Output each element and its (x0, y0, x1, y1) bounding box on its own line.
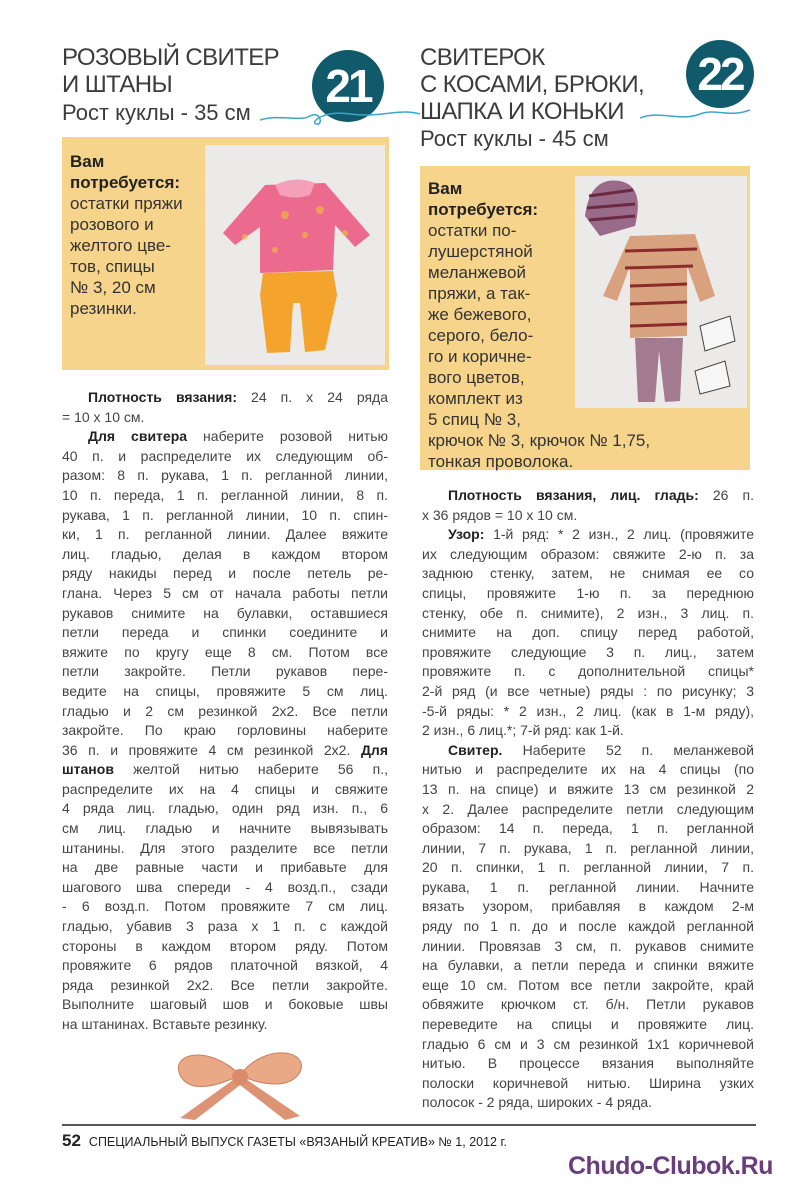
text-line (62, 976, 388, 996)
text-run: распределите их на 4 спицы и свяжите (62, 780, 388, 797)
materials-line: меланжевой (428, 263, 526, 282)
text-run: полоски коричневой нитью. Ширина узких (422, 1074, 754, 1091)
bold-term: Плотность вязания: (88, 389, 237, 405)
text-run: желтой нитью наберите 56 п., (113, 761, 388, 778)
text-line (62, 643, 388, 663)
text-line (422, 780, 754, 800)
text-line (422, 937, 754, 957)
materials-line: крючок № 3, крючок № 1,75, (428, 431, 651, 450)
materials-list (428, 178, 650, 472)
text-line (62, 427, 388, 447)
text-line (422, 741, 754, 761)
text-line (62, 682, 388, 702)
text-line (422, 604, 754, 624)
text-run: переведите на спицы и провяжите лиц. (422, 1016, 754, 1033)
thread-decoration (640, 102, 750, 126)
text-line (422, 839, 754, 859)
text-line (62, 917, 388, 937)
text-line (62, 780, 388, 800)
materials-line: тов, спицы (70, 257, 155, 276)
text-run: гладью и 2 см резинкой 2х2. Все петли (62, 702, 388, 719)
text-run: 10 п. переда, 1 п. регланной линии, 8 п. (62, 486, 388, 503)
footer-divider (62, 1124, 756, 1126)
materials-line: пряжи, а так- (428, 284, 531, 303)
text-line (422, 564, 754, 584)
text-line (422, 995, 754, 1015)
text-run: ряду накиды перед и после петель ре- (62, 565, 388, 582)
text-run: петли переда и спинки соедините и (62, 624, 388, 641)
text-line (422, 662, 754, 682)
title-line: ШАПКА И КОНЬКИ (420, 98, 624, 125)
materials-line: № 3, 20 см (70, 278, 156, 297)
text-line (422, 584, 754, 604)
text-run: закройте. По краю горловины наберите (62, 722, 388, 739)
text-line (62, 878, 388, 898)
product-photo-pink-sweater (205, 145, 385, 365)
text-run: 13 п. на спице) и вяжите 13 см резинкой 2 (422, 780, 754, 797)
title-line: И ШТАНЫ (62, 71, 173, 98)
text-run: х 2. Далее распределите петли следующим (422, 800, 754, 817)
text-run: на две равные части и прибавьте для (62, 859, 388, 876)
text-run: 2 изн., 6 лиц.*; 7-й ряд: как 1-й. (422, 722, 624, 739)
text-line (422, 917, 754, 937)
text-line (422, 819, 754, 839)
text-line (422, 956, 754, 976)
text-run: 20 п. спинки, 1 п. регланной линии, 7 п. (422, 859, 754, 876)
text-run: штанины. Для этого разделите все петли (62, 839, 388, 856)
watermark: Chudo-Clubok.Ru (568, 1152, 773, 1180)
text-line (62, 604, 388, 624)
text-run: провяжите п. с дополнительной спицы* (422, 663, 754, 680)
materials-line: же бежевого, (428, 305, 532, 324)
text-run: их следующим образом: свяжите 2-ю п. за (422, 545, 754, 562)
text-run: нитью и распределите их на 4 спицы (по (422, 761, 754, 778)
text-run: разом: 8 п. рукава, 1 п. регланной линии, (62, 467, 388, 484)
text-run: ки, 1 п. регланной линии. Далее вяжите (62, 526, 388, 543)
text-run: спицы, провяжите 1-ю п. за переднюю (422, 584, 754, 601)
text-run: стороны в каждом втором ряду. Потом (62, 937, 388, 954)
text-run: ведите на спицы, провяжите 5 см лиц. (62, 682, 388, 699)
text-line (62, 584, 388, 604)
text-line (422, 623, 754, 643)
text-run: линии, 7 п. рукава, 1 п. регланной линии, (422, 839, 754, 856)
materials-heading: потребуется: (70, 173, 181, 192)
text-run: 40 п. и распределите их следующим об- (62, 447, 388, 464)
text-run: полосок - 2 ряда, широких - 4 ряда. (422, 1094, 653, 1111)
text-line (422, 800, 754, 820)
text-run: шагового шва спереди - 4 возд.п., сзади (62, 878, 388, 895)
doll-height: Рост куклы - 45 см (420, 126, 609, 151)
text-run: лиц. гладью, делая в каждом втором (62, 545, 388, 562)
text-run: рукава, 1 п. регланной линии, 10 п. спин- (62, 506, 388, 523)
text-line (422, 702, 754, 722)
page-footer (62, 1131, 507, 1151)
text-run: гладью, убавив 3 раза х 1 п. с каждой (62, 918, 388, 935)
text-run: 4 ряда лиц. гладью, один ряд изн. п., 6 (62, 800, 388, 817)
text-line (422, 897, 754, 917)
materials-line: резинки. (70, 299, 137, 318)
materials-box (62, 137, 389, 370)
text-run: еще 10 см. Потом все петли закройте, край (422, 976, 754, 993)
text-line (422, 643, 754, 663)
text-run: 1-й ряд: * 2 изн., 2 лиц. (провяжите (484, 526, 754, 543)
materials-heading: Вам (70, 152, 105, 171)
materials-list (70, 151, 183, 319)
bold-term: Свитер. (448, 741, 503, 758)
text-line (62, 721, 388, 741)
text-line (62, 486, 388, 506)
text-line (62, 1015, 388, 1035)
text-run: заднюю стенку, затем, не снимая ее со (422, 565, 754, 582)
text-run: вязать узором, прибавляя в каждом 2-м (422, 898, 754, 915)
text-run: рукава, 1 п. регланной линии. Начните (422, 878, 754, 895)
text-run: нитью. В процессе вязания выполняйте (422, 1055, 754, 1072)
text-run: наберите розовой нитью (187, 428, 388, 445)
text-line (62, 662, 388, 682)
page-number: 52 (62, 1131, 81, 1150)
materials-line: желтого цве- (70, 236, 171, 255)
text-run: стенку, обе п. снимите), 2 изн., 3 лиц. п. (422, 604, 754, 621)
text-line (62, 760, 388, 780)
text-run: см лиц. гладью и начните вывязывать (62, 820, 388, 837)
materials-heading: Вам (428, 179, 463, 198)
paragraph (422, 525, 754, 741)
text-line (422, 1035, 754, 1055)
text-line (422, 506, 754, 526)
publication-info: СПЕЦИАЛЬНЫЙ ВЫПУСК ГАЗЕТЫ «ВЯЗАНЫЙ КРЕАТИВ» № 1, 2012 г. (88, 1135, 507, 1149)
text-run: линии. Провязав 3 см, п. рукавов снимите (422, 937, 754, 954)
text-line (422, 1054, 754, 1074)
text-run: глана. Через 5 см от начала работы петли (62, 584, 388, 601)
text-line (62, 741, 388, 761)
text-run: х 36 рядов = 10 х 10 см. (422, 506, 578, 523)
materials-line: розового и (70, 215, 154, 234)
text-run: -5-й ряды: * 2 изн., 2 лиц. (как в 1-м ряду), (422, 702, 754, 719)
title-line: РОЗОВЫЙ СВИТЕР (62, 44, 280, 71)
materials-line: вого цветов, (428, 368, 525, 387)
title-line: С КОСАМИ, БРЮКИ, (420, 71, 645, 98)
text-line (62, 858, 388, 878)
bold-term: Плотность вязания, лиц. гладь: (448, 487, 699, 503)
title-line: СВИТЕРОК (420, 44, 545, 71)
text-line (62, 819, 388, 839)
text-run: гладью 6 см и 3 см резинкой 1х1 коричневой (422, 1035, 754, 1052)
text-line (62, 956, 388, 976)
text-run: Наберите 52 п. меланжевой (502, 741, 754, 758)
text-run: - 6 возд.п. Потом провяжите 7 см лиц. (62, 898, 388, 915)
text-line (422, 1074, 754, 1094)
text-run: 26 п. (698, 487, 754, 503)
materials-line: остатки пряжи (70, 194, 183, 213)
materials-heading: потребуется: (428, 200, 539, 219)
text-line (62, 799, 388, 819)
text-line (62, 623, 388, 643)
text-line (62, 564, 388, 584)
bold-term: штанов (62, 761, 114, 778)
text-run: 36 п. и провяжите 4 см резинкой 2х2. (62, 741, 361, 758)
text-run: снимите на доп. спицу перед работой, (422, 624, 754, 641)
doll-height: Рост куклы - 35 см (62, 100, 251, 125)
text-line (422, 721, 754, 741)
text-line (62, 525, 388, 545)
materials-line: тонкая проволока. (428, 452, 574, 471)
text-line (62, 937, 388, 957)
pattern-number-badge: 21 (312, 50, 384, 122)
text-line (62, 897, 388, 917)
paragraph (422, 486, 754, 525)
paragraph (62, 388, 388, 427)
materials-line: го и коричне- (428, 347, 532, 366)
text-run: вяжите по кругу еще 8 см. Потом все (62, 643, 388, 660)
text-run: ряду по 1 п. до и после каждой регланной (422, 918, 754, 935)
text-run: провяжите следующие 3 п. лиц., затем (422, 643, 754, 660)
text-line (422, 545, 754, 565)
ribbon-bow-decoration (160, 1040, 320, 1122)
text-line (62, 545, 388, 565)
materials-line: 5 спиц № 3, (428, 410, 521, 429)
bold-term: Для свитера (88, 428, 188, 445)
pattern-number-badge: 22 (686, 40, 754, 108)
materials-line: лушерстяной (428, 242, 533, 261)
text-run: Выполните шаговый шов и боковые швы (62, 996, 388, 1013)
text-line (62, 995, 388, 1015)
text-run: на булавки, а петли переда и спинки вяжите (422, 957, 754, 974)
text-run: обвяжите крючком ст. б/н. Петли рукавов (422, 996, 754, 1013)
text-run: 2-й ряд (и все четные) ряды : по рисунку; 3 (422, 682, 754, 699)
pattern-21-title (62, 44, 279, 98)
materials-line: остатки по- (428, 221, 517, 240)
text-line (422, 976, 754, 996)
sweater-pants-illustration (205, 145, 385, 365)
text-line (422, 486, 754, 506)
text-line (422, 1015, 754, 1035)
paragraph (62, 427, 388, 1034)
text-run: рукавов снимите на булавки, оставшиеся (62, 604, 388, 621)
text-line (62, 839, 388, 859)
text-run: провяжите 6 рядов платочной вязкой, 4 (62, 957, 388, 974)
text-run: на штанинах. Вставьте резинку. (62, 1016, 268, 1032)
text-line (62, 388, 388, 408)
text-line (422, 682, 754, 702)
text-line (422, 878, 754, 898)
text-run: петли закройте. Петли рукавов пере- (62, 663, 388, 680)
text-line (422, 760, 754, 780)
pattern-22-title (420, 44, 644, 125)
bold-term: Узор: (448, 526, 485, 543)
right-instructions (422, 486, 754, 1113)
bold-term: Для (360, 741, 388, 758)
paragraph (422, 741, 754, 1113)
text-run: ряда резинкой 2х2. Все петли закройте. (62, 976, 388, 993)
materials-box (420, 166, 750, 470)
text-line (422, 1093, 754, 1113)
text-line (62, 506, 388, 526)
text-line (62, 447, 388, 467)
text-line (62, 702, 388, 722)
left-instructions (62, 388, 388, 1035)
text-line (62, 408, 388, 428)
materials-line: серого, бело- (428, 326, 534, 345)
thread-decoration (260, 104, 420, 130)
text-run: 24 п. х 24 ряда (237, 389, 388, 405)
text-run: образом: 14 п. переда, 1 п. регланной (422, 820, 754, 837)
text-run: = 10 х 10 см. (62, 408, 145, 425)
materials-line: комплект из (428, 389, 523, 408)
text-line (422, 525, 754, 545)
text-line (62, 466, 388, 486)
text-line (422, 858, 754, 878)
